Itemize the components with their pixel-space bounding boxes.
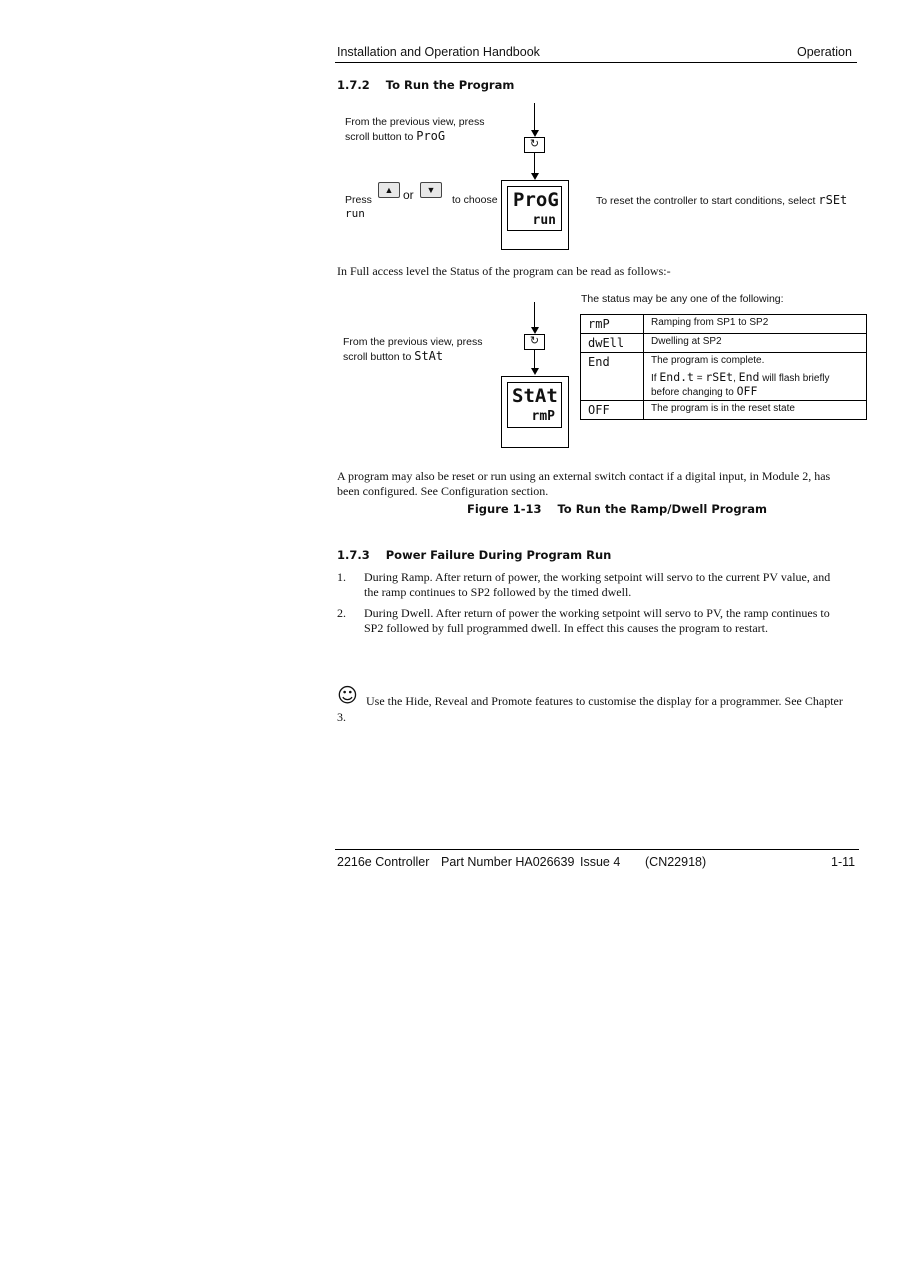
run-code: run [345,207,365,220]
list-item: 1. During Ramp. After return of power, the working setpoint will servo to the current PV value, and the ramp continues to SP2 followed by the timed dwell. [337,570,831,599]
flow-arrow [531,327,539,334]
scroll-button-icon[interactable]: ↻ [524,334,545,350]
table-row [581,401,867,420]
table-row [581,334,867,353]
footer-product: 2216e Controller [337,855,430,869]
list-item: 2. During Dwell. After return of power the working setpoint will servo to PV, the ramp continues to SP2 followed by full programmed dwell. In effect this causes the program to restart. [337,606,830,635]
scroll-button-icon[interactable]: ↻ [524,137,545,153]
footer-part-number: Part Number HA026639 [441,855,575,869]
status-code: rmP [581,315,644,334]
tip-text-cont: 3. [337,710,346,724]
down-button-icon[interactable]: ▼ [420,182,442,198]
smiley-icon: ☺ [337,683,358,707]
header-rule [335,62,857,63]
flow-arrow [531,130,539,137]
prog-code: ProG [416,129,446,143]
figure-caption: Figure 1-13 To Run the Ramp/Dwell Program [467,502,767,516]
instruction-prog: From the previous view, press scroll button to ProG [345,116,485,143]
display-bottom-text: run [532,213,556,228]
press-label: Press [345,194,372,206]
flow-arrow [531,173,539,180]
table-row [581,315,867,334]
flow-arrow [531,368,539,375]
tip-text: Use the Hide, Reveal and Promote features to customise the display for a programmer. See Chapter [366,694,843,708]
reset-instruction: To reset the controller to start conditions, select rSEt [596,193,848,207]
status-desc: Dwelling at SP2 [644,334,867,353]
footer-rule [335,849,859,850]
display-top-text: StAt [512,385,558,407]
section-title-1-7-3: 1.7.3 Power Failure During Program Run [337,548,612,562]
reset-paragraph: A program may also be reset or run using an external switch contact if a digital input, in Module 2, has been configured. See Configuration section. [337,469,831,498]
footer-page-number: 1-11 [831,855,856,869]
status-code: End [581,353,644,401]
status-desc: Ramping from SP1 to SP2 [644,315,867,334]
instruction-stat: From the previous view, press scroll button to StAt [343,336,483,363]
status-display [501,376,569,448]
status-desc: The program is in the reset state [644,401,867,420]
flow-line [534,152,535,174]
to-choose-label: to choose [452,194,498,206]
status-intro: In Full access level the Status of the program can be read as follows:- [337,264,671,278]
or-label: or [403,188,414,202]
reset-code: rSEt [818,193,848,207]
table-row [581,353,867,401]
status-code: OFF [581,401,644,420]
display-bottom-text: rmP [531,409,555,424]
stat-code: StAt [414,349,444,363]
footer-issue: Issue 4 [580,855,621,869]
status-table-caption: The status may be any one of the following: [581,293,784,305]
flow-line [534,302,535,328]
flow-line [534,349,535,369]
header-section: Operation [797,45,852,59]
header-title: Installation and Operation Handbook [337,45,540,59]
status-desc: The program is complete. If End.t = rSEt, End will flash briefly before changing to OFF [644,353,867,401]
power-failure-list [337,570,867,635]
display-top-text: ProG [513,189,559,211]
section-title-1-7-2: 1.7.2 To Run the Program [337,78,515,92]
status-table [580,314,867,420]
footer-code: (CN22918) [645,855,707,869]
controller-display [501,180,569,250]
up-button-icon[interactable]: ▲ [378,182,400,198]
status-code: dwEll [581,334,644,353]
flow-line [534,103,535,131]
